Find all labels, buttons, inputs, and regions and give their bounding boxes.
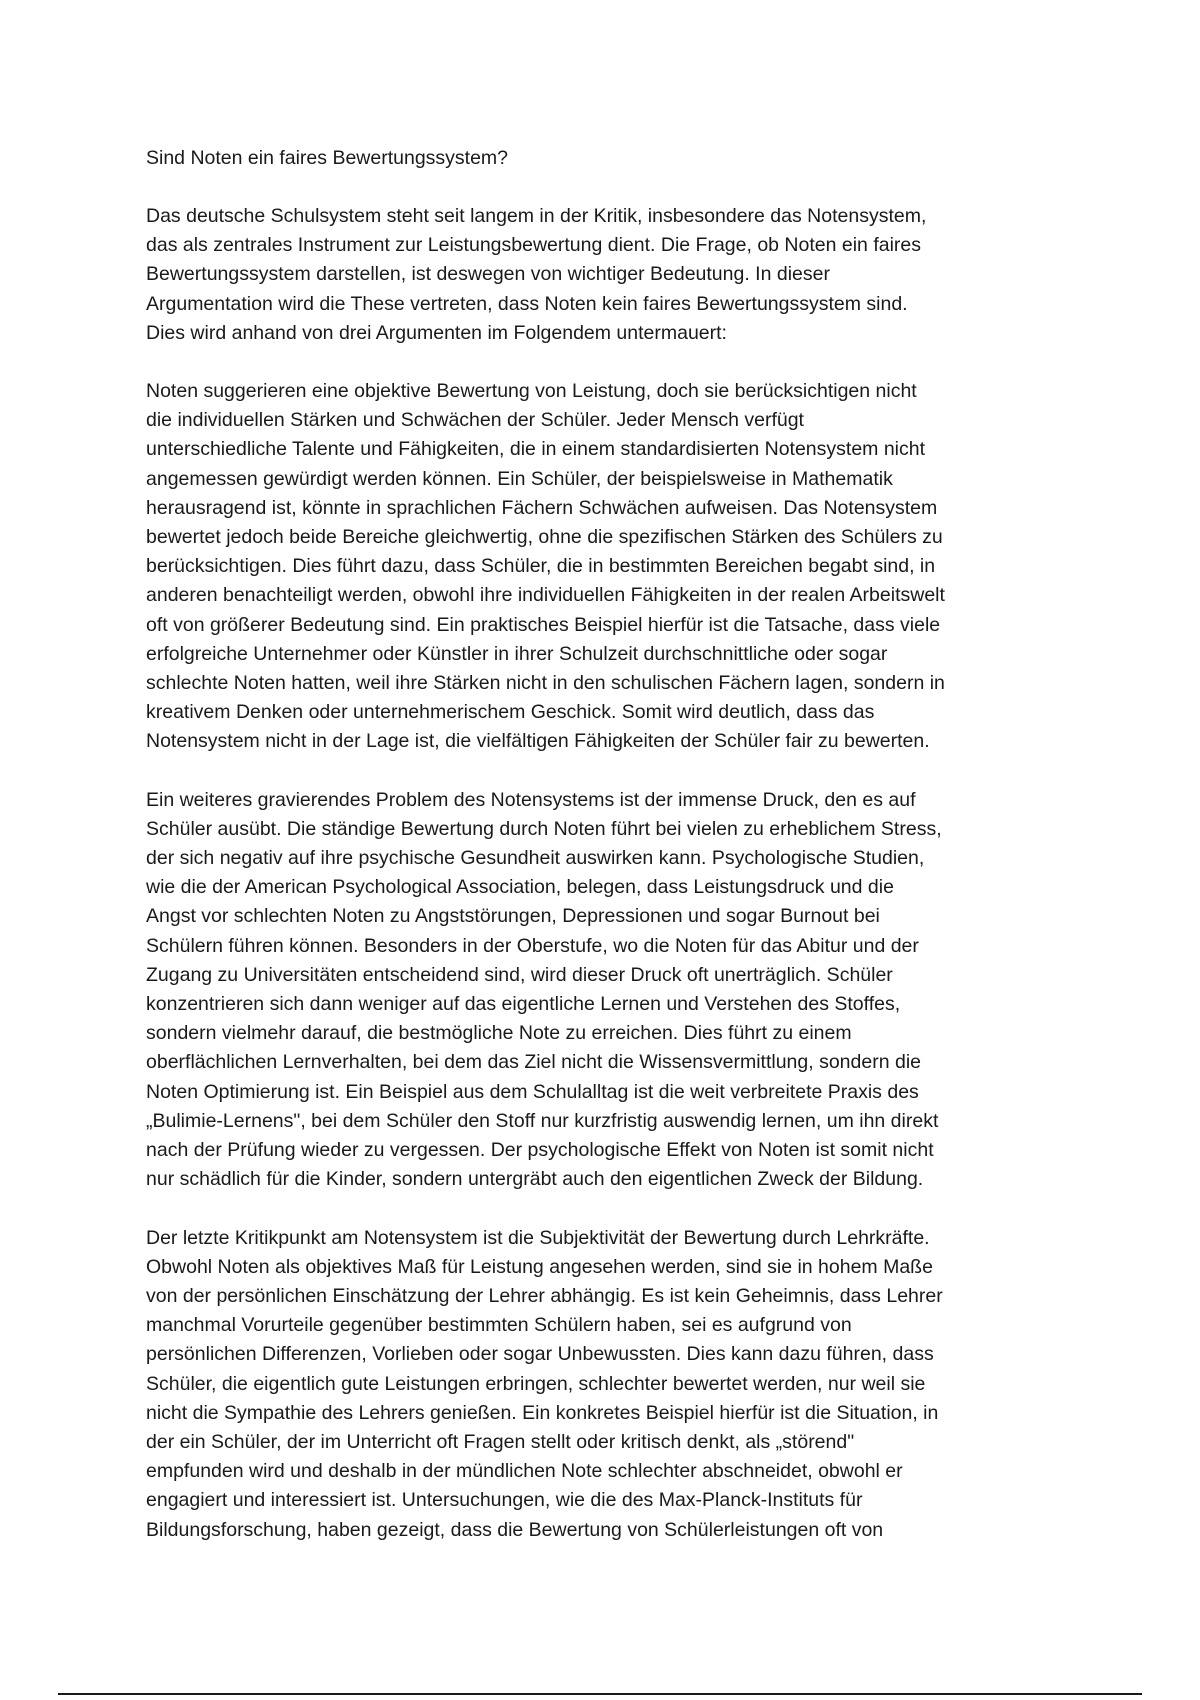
text-line: Ein weiteres gravierendes Problem des Notensystems ist der immense Druck, den es auf xyxy=(146,788,916,811)
text-line: der sich negativ auf ihre psychische Gesundheit auswirken kann. Psychologische Studien, xyxy=(146,847,925,870)
text-line: Noten Optimierung ist. Ein Beispiel aus dem Schulalltag ist die weit verbreitete Praxis des xyxy=(146,1080,919,1103)
text-line: bewertet jedoch beide Bereiche gleichwertig, ohne die spezifischen Stärken des Schülers zu xyxy=(146,526,943,549)
document-title: Sind Noten ein faires Bewertungssystem? xyxy=(146,147,509,169)
text-line: Argumentation wird die These vertreten, dass Noten kein faires Bewertungssystem sind. xyxy=(146,292,908,315)
footer-divider xyxy=(58,1693,1142,1695)
text-line: der ein Schüler, der im Unterricht oft Fragen stellt oder kritisch denkt, als „störend" xyxy=(146,1430,855,1453)
text-line: konzentrieren sich dann weniger auf das eigentliche Lernen und Verstehen des Stoffes, xyxy=(146,993,901,1016)
text-line: manchmal Vorurteile gegenüber bestimmten Schülern haben, sei es aufgrund von xyxy=(146,1314,852,1337)
text-line: schlechte Noten hatten, weil ihre Stärken nicht in den schulischen Fächern lagen, sondern in xyxy=(146,672,945,695)
text-line: wie die der American Psychological Association, belegen, dass Leistungsdruck und die xyxy=(146,876,894,899)
text-line: Bewertungssystem darstellen, ist deswegen von wichtiger Bedeutung. In dieser xyxy=(146,263,830,286)
text-line: unterschiedliche Talente und Fähigkeiten, die in einem standardisierten Notensystem nicht xyxy=(146,438,926,461)
text-line: persönlichen Differenzen, Vorlieben oder sogar Unbewussten. Dies kann dazu führen, dass xyxy=(146,1343,934,1366)
document-body xyxy=(146,144,1066,1574)
text-line: berücksichtigen. Dies führt dazu, dass Schüler, die in bestimmten Bereichen begabt sind, in xyxy=(146,555,936,578)
text-line: das als zentrales Instrument zur Leistungsbewertung dient. Die Frage, ob Noten ein faires xyxy=(146,234,922,257)
text-line: herausragend ist, könnte in sprachlichen Fächern Schwächen aufweisen. Das Notensystem xyxy=(146,496,938,519)
paragraph-argument-3 xyxy=(146,1224,1066,1545)
paragraph-argument-2 xyxy=(146,786,1066,1195)
text-line: Der letzte Kritikpunkt am Notensystem ist die Subjektivität der Bewertung durch Lehrkräfte. xyxy=(146,1226,930,1249)
text-line: Obwohl Noten als objektives Maß für Leistung angesehen werden, sind sie in hohem Maße xyxy=(146,1255,933,1278)
text-line: nach der Prüfung wieder zu vergessen. Der psychologische Effekt von Noten ist somit nicht xyxy=(146,1139,934,1162)
text-line: nur schädlich für die Kinder, sondern untergräbt auch den eigentlichen Zweck der Bildung. xyxy=(146,1168,924,1191)
text-line: Schülern führen können. Besonders in der Oberstufe, wo die Noten für das Abitur und der xyxy=(146,934,919,957)
text-line: oft von größerer Bedeutung sind. Ein praktisches Beispiel hierfür ist die Tatsache, dass viele xyxy=(146,613,941,636)
text-line: Zugang zu Universitäten entscheidend sind, wird dieser Druck oft unerträglich. Schüler xyxy=(146,963,893,986)
text-line: Dies wird anhand von drei Argumenten im Folgendem untermauert: xyxy=(146,321,727,344)
text-line: empfunden wird und deshalb in der mündlichen Note schlechter abschneidet, obwohl er xyxy=(146,1460,903,1483)
paragraph-introduction xyxy=(146,202,1066,348)
text-line: Schüler, die eigentlich gute Leistungen erbringen, schlechter bewertet werden, nur weil sie xyxy=(146,1372,926,1395)
text-line: Noten suggerieren eine objektive Bewertung von Leistung, doch sie berücksichtigen nicht xyxy=(146,380,917,403)
text-line: Bildungsforschung, haben gezeigt, dass die Bewertung von Schülerleistungen oft von xyxy=(146,1518,884,1541)
text-line: Angst vor schlechten Noten zu Angststörungen, Depressionen und sogar Burnout bei xyxy=(146,905,880,928)
text-line: angemessen gewürdigt werden können. Ein Schüler, der beispielsweise in Mathematik xyxy=(146,467,893,490)
text-line: anderen benachteiligt werden, obwohl ihre individuellen Fähigkeiten in der realen Arbeitswelt xyxy=(146,584,945,607)
text-line: engagiert und interessiert ist. Untersuchungen, wie die des Max-Planck-Instituts für xyxy=(146,1489,863,1512)
paragraph-argument-1 xyxy=(146,377,1066,757)
text-line: nicht die Sympathie des Lehrers genießen. Ein konkretes Beispiel hierfür ist die Situation, in xyxy=(146,1401,939,1424)
text-line: kreativem Denken oder unternehmerischem Geschick. Somit wird deutlich, dass das xyxy=(146,701,875,724)
text-line: Schüler ausübt. Die ständige Bewertung durch Noten führt bei vielen zu erheblichem Stress, xyxy=(146,817,942,840)
text-line: „Bulimie-Lernens", bei dem Schüler den Stoff nur kurzfristig auswendig lernen, um ihn direkt xyxy=(146,1109,939,1132)
text-line: die individuellen Stärken und Schwächen der Schüler. Jeder Mensch verfügt xyxy=(146,409,804,432)
text-line: erfolgreiche Unternehmer oder Künstler in ihrer Schulzeit durchschnittliche oder sogar xyxy=(146,642,888,665)
text-line: oberflächlichen Lernverhalten, bei dem das Ziel nicht die Wissensvermittlung, sondern die xyxy=(146,1051,921,1074)
text-line: Notensystem nicht in der Lage ist, die vielfältigen Fähigkeiten der Schüler fair zu bewerten. xyxy=(146,730,930,753)
text-line: sondern vielmehr darauf, die bestmögliche Note zu erreichen. Dies führt zu einem xyxy=(146,1022,852,1045)
text-line: von der persönlichen Einschätzung der Lehrer abhängig. Es ist kein Geheimnis, dass Lehrer xyxy=(146,1284,943,1307)
text-line: Das deutsche Schulsystem steht seit langem in der Kritik, insbesondere das Notensystem, xyxy=(146,205,927,227)
